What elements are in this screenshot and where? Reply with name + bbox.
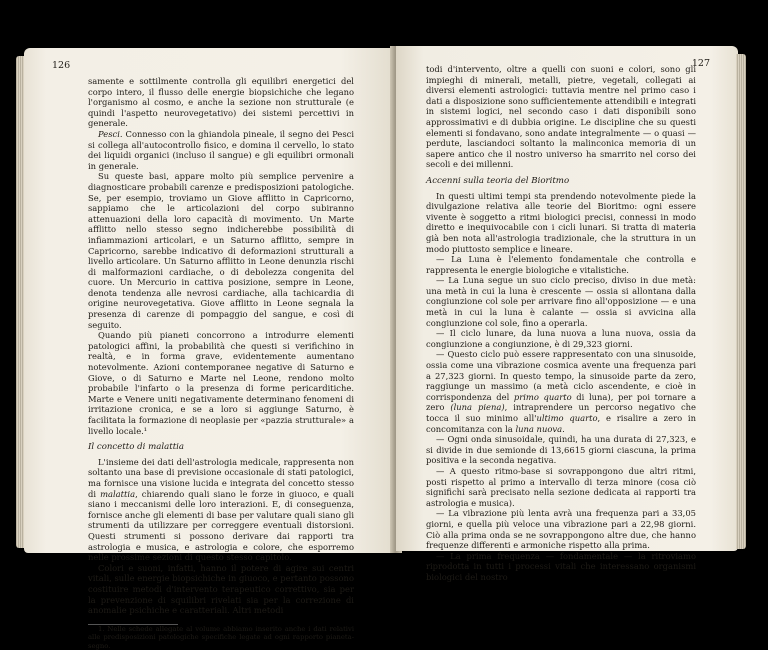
- right-page-text: [426, 64, 696, 583]
- paragraph: Quando più pianeti concorrono a introdurre elementi patologici affini, la probabilità che questi si verifichino in realtà, e in forma grave, evidentemente aumentano notevolmente. Azioni contemporanee negative di Saturno e Giove, o di Saturno e Marte nel Leone, rendono molto probabile l'infarto o la presenza di forme pericarditiche. Marte e Venere uniti negativamente determinano fenomeni di irritazione cronica, e se a loro si aggiunge Saturno, è facilitata la formazione di neoplasie per «pazzia strutturale» a livello locale.¹: [88, 330, 354, 436]
- paragraph: Su queste basi, appare molto più semplice pervenire a diagnosticare probabili carenze e predisposizioni patologiche. Se, per esempio, troviamo un Giove afflitto in Capricorno, sappiamo che le articolazioni del corpo subiranno attenuazioni della loro capacità di movimento. Un Marte afflitto nello stesso segno indicherebbe possibilità di infiammazioni articolari, e un Saturno afflitto, sempre in Capricorno, sarebbe indicativo di deformazioni strutturali a livello articolare. Un Saturno afflitto in Leone denunzia rischi di malformazioni cardiache, o di debolezza congenita del cuore. Un Mercurio in cattiva posizione, sempre in Leone, denota tendenza alle nevrosi cardiache, alla tachicardia di origine neurovegetativa. Giove afflitto in Leone segnala la presenza di carenze di pompaggio del sangue, e così di seguito.: [88, 171, 354, 330]
- list-item: — Ogni onda sinusoidale, quindi, ha una durata di 27,323, e si divide in due semionde di 13,6615 giorni ciascuna, la prima positiva e la seconda negativa.: [426, 434, 696, 466]
- paragraph: samente e sottilmente controlla gli equilibri energetici del corpo intero, il flusso delle energie biopsichiche che legano l'organismo al cosmo, e anche la sezione non strutturale (e quindi l'aspetto neurovegetativo) dei sistemi percettivi in generale.: [88, 76, 354, 129]
- page-number: 127: [691, 58, 710, 69]
- list-item: — A questo ritmo-base si sovrappongono due altri ritmi, posti rispetto al primo a intervallo di terza minore (cosa ciò significhi sarà precisato nella sezione dedicata ai rapporti tra astrologia e musica).: [426, 465, 696, 508]
- footnote: 1. Nelle schede allegate al volume abbiamo inserito anche i dati relativi alle predisposizioni patologiche specifiche legate ad ogni rapporto pianeta-segno.: [88, 624, 354, 650]
- page-number: 126: [52, 60, 71, 71]
- paragraph: Pesci. Connesso con la ghiandola pineale, il segno dei Pesci si collega all'autocontrollo fisico, e domina il cervello, lo stato dei liquidi organici (incluso il sangue) e gli equilibri ormonali in generale.: [88, 128, 354, 171]
- right-page: [396, 46, 738, 582]
- list-item: — La Luna è l'elemento fondamentale che controlla e rappresenta le energie biologiche e vitalistiche.: [426, 254, 696, 275]
- paragraph: L'insieme dei dati dell'astrologia medicale, rappresenta non soltanto una base di previsione occasionale di stati patologici, ma fornisce una visione lucida e integrata del concetto stesso di malattia, chiarendo quali siano le forze in giuoco, e quali siano i meccanismi delle loro interazioni. E, di conseguenza, fornisce anche gli elementi di base per valutare quali siano gli strumenti da utilizzare per correggere eventuali distorsioni. Questi strumenti si possono derivare dai rapporti tra astrologia e musica, e astrologia e colore, che esporremo nelle prossime sezioni di questo stesso capitolo.: [88, 456, 354, 563]
- list-item: — La vibrazione più lenta avrà una frequenza pari a 33,05 giorni, e quella più veloce una vibrazione pari a 22,98 giorni. Ciò alla prima onda se ne sovrappongono altre due, che hanno frequenze differenti e armoniche rispetto alla prima.: [426, 508, 696, 551]
- section-heading: Il concetto di malattia: [88, 442, 185, 453]
- open-book: [14, 40, 750, 650]
- left-page: [24, 48, 396, 650]
- right-page-edges: [736, 54, 746, 549]
- section-heading: Accenni sulla teoria del Bioritmo: [426, 175, 570, 186]
- list-item: — La prima frequenza — fondamentale — la ritroviamo riprodotta in tutti i processi vitali che interessano organismi biologici del nostro: [426, 550, 696, 582]
- list-item: — La Luna segue un suo ciclo preciso, diviso in due metà: una metà in cui la luna è crescente — ossia si allontana dalla congiunzione col sole per arrivare fino all'opposizione — e una metà in cui la luna è calante — ossia si avvicina alla congiunzione col sole, fino a operarla.: [426, 275, 696, 328]
- term-pesci: Pesci.: [98, 128, 123, 139]
- left-page-text: [88, 76, 354, 650]
- paragraph: todi d'intervento, oltre a quelli con suoni e colori, sono gli impieghi di minerali, metalli, pietre, vegetali, collegati ai diversi elementi astrologici: tuttavia mentre nel primo caso i dati a disposizione sono sufficientemente attendibili e integrati in sistemi logici, nel secondo caso i dati disponibili sono approssimativi e di dubbia origine. Le discipline che su questi elementi si fondavano, sono andate integralmente — o quasi — perdute, lasciandoci soltanto la malinconica memoria di un sapere antico che il nostro universo ha smarrito nel corso dei secoli e dei millenni.: [426, 64, 696, 170]
- paragraph: In questi ultimi tempi sta prendendo notevolmente piede la divulgazione relativa alle teorie del Bioritmo: ogni essere vivente è soggetto a ritmi biologici precisi, connessi in modo diretto e inequivocabile con i cicli lunari. Si tratta di materia già ben nota all'astrologia tradizionale, che la struttura in un modo piuttosto semplice e lineare.: [426, 190, 696, 254]
- paragraph: Colori e suoni, infatti, hanno il potere di agire sui centri vitali, sulle energie biopsichiche in giuoco, e pertanto possono costituire metodi d'intervento terapeutico correttivo, sia per la prevenzione di squilibri rivelati sia per la correzione di anomalie psichiche e caratteriali. Altri metodi: [88, 562, 354, 616]
- list-item: — Il ciclo lunare, da luna nuova a luna nuova, ossia da congiunzione a congiunzione, è di 29,323 giorni.: [426, 328, 696, 349]
- list-item: — Questo ciclo può essere rappresentato con una sinusoide, ossia come una vibrazione cosmica avente una frequenza pari a 27,323 giorni. In questo tempo, la sinusoide parte da zero, raggiunge un massimo (a metà ciclo ascendente, e cioè in corrispondenza del primo quarto di luna), per poi tornare a zero (luna piena), intraprendere un percorso negativo che tocca il suo minimo all'ultimo quarto, e risalire a zero in concomitanza con la luna nuova.: [426, 349, 697, 434]
